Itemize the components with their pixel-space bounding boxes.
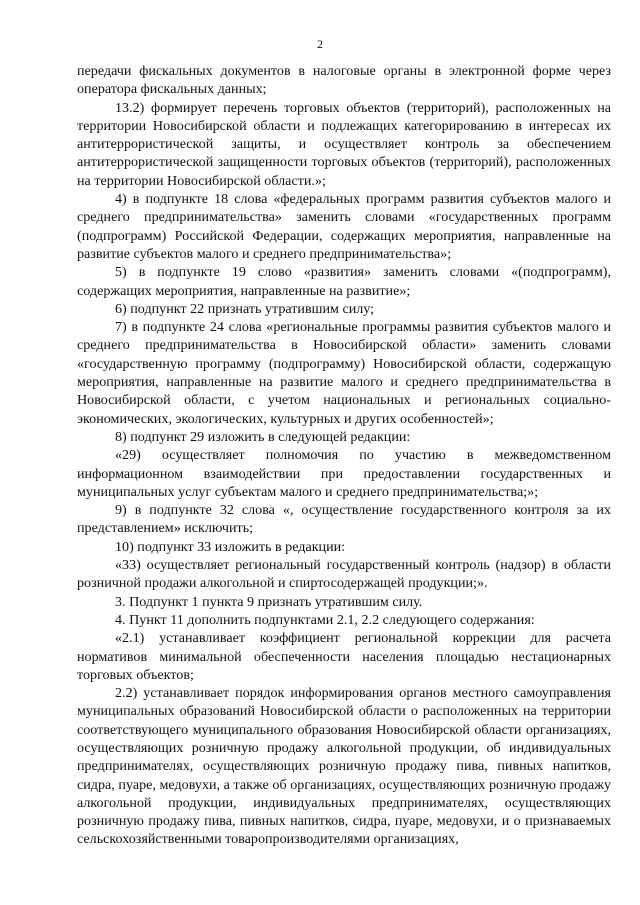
document-body	[77, 62, 611, 849]
paragraph-item-2-2: 2.2) устанавливает порядок информирования органов местного самоуправления муниципальных образований Новосибирской области о расположенных на территории соответствующего муниципального образования Новосибирской области организациях, осуществляющих розничную продажу алкогольной продукции, об индивидуальных предпринимателях, осуществляющих розничную продажу пива, пивных напитков, сидра, пуаре, медовухи, а также об организациях, осуществляющих розничную продажу алкогольной продукции, индивидуальных предпринимателях, осуществляющих розничную продажу пива, пивных напитков, сидра, пуаре, медовухи, и о признаваемых сельскохозяйственными товаропроизводителями организациях,	[77, 685, 611, 848]
paragraph-section-4: 4. Пункт 11 дополнить подпунктами 2.1, 2.2 следующего содержания:	[115, 611, 535, 628]
paragraph-item-5: 5) в подпункте 19 слово «развития» заменить словами «(подпрограмм), содержащих мероприятия, направленные на развитие»;	[77, 264, 611, 299]
paragraph-quote-33: «33) осуществляет региональный государственный контроль (надзор) в области розничной продажи алкогольной и спиртосодержащей продукции;».	[77, 557, 611, 592]
paragraph-item-9: 9) в подпункте 32 слова «, осуществление государственного контроля за их представлением» исключить;	[77, 502, 611, 537]
paragraph-quote-29: «29) осуществляет полномочия по участию в межведомственном информационном взаимодействии при предоставлении государственных и муниципальных услуг субъектам малого и среднего предпринимательства;»;	[77, 447, 611, 500]
paragraph-item-2-1: «2.1) устанавливает коэффициент региональной коррекции для расчета нормативов минимальной обеспеченности населения площадью нестационарных торговых объектов;	[77, 630, 611, 683]
paragraph-item-4: 4) в подпункте 18 слова «федеральных программ развития субъектов малого и среднего предпринимательства» заменить словами «государственных программ (подпрограмм) Российской Федерации, содержащих мероприятия, направленные на развитие субъектов малого и среднего предпринимательства»;	[77, 191, 611, 262]
paragraph-item-10: 10) подпункт 33 изложить в редакции:	[115, 538, 346, 555]
paragraph-item-6: 6) подпункт 22 признать утратившим силу;	[115, 300, 375, 317]
paragraph-item-7: 7) в подпункте 24 слова «региональные программы развития субъектов малого и среднего предпринимательства в Новосибирской области» заменить словами «государственную программу (подпрограмму) Новосибирской области, содержащую мероприятия, направленные на развитие малого и среднего предпринимательства в Новосибирской области, с учетом национальных и региональных социально-экономических, экологических, культурных и других особенностей»;	[77, 319, 611, 427]
paragraph-section-3: 3. Подпункт 1 пункта 9 признать утратившим силу.	[115, 593, 423, 610]
paragraph-item-13-2: 13.2) формирует перечень торговых объектов (территорий), расположенных на территории Новосибирской области и подлежащих категорированию в интересах их антитеррористической защиты, и осуществляет контроль за обеспечением антитеррористической защищенности торговых объектов (территорий), расположенных на территории Новосибирской области.»;	[77, 99, 611, 189]
paragraph-continuation: передачи фискальных документов в налоговые органы в электронной форме через оператора фискальных данных;	[77, 63, 611, 98]
paragraph-item-8: 8) подпункт 29 изложить в следующей редакции:	[115, 428, 411, 445]
page-number: 2	[317, 37, 323, 51]
